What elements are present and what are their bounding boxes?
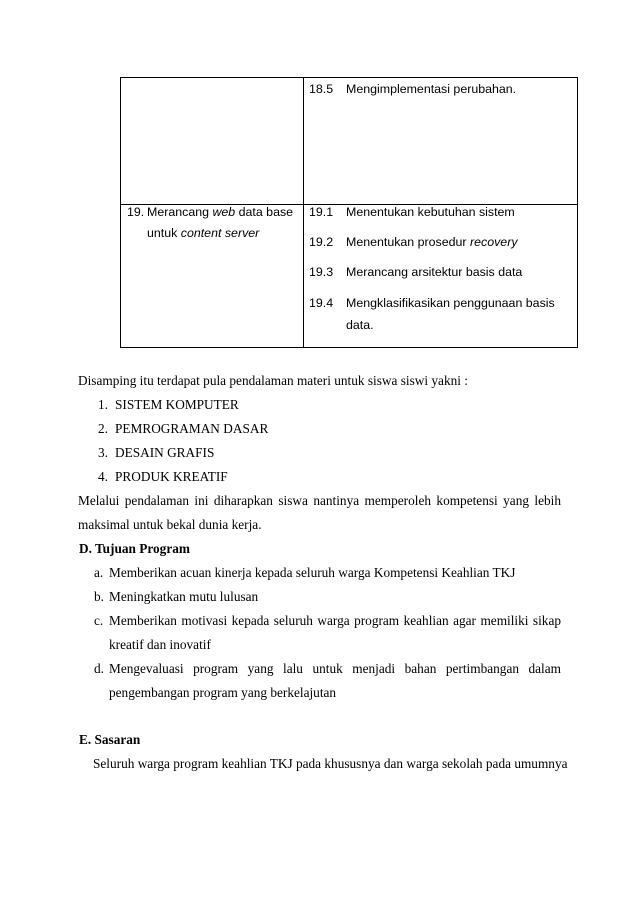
list-item: c. Memberikan motivasi kepada seluruh warga program keahlian agar memiliki sikap [94,613,561,628]
section-d-title: D. Tujuan Program [79,541,190,556]
paragraph-line: maksimal untuk bekal dunia kerja. [78,517,262,532]
list-item: 4. PRODUK KREATIF [98,469,228,484]
list-item-cont: kreatif dan inovatif [109,637,211,652]
list-item: 2. PEMROGRAMAN DASAR [98,421,269,436]
list-item: 1. SISTEM KOMPUTER [98,397,239,412]
section-e-title: E. Sasaran [79,732,141,747]
table-cell-19-title-line2: untuk content server [147,226,260,240]
paragraph-line: Melalui pendalaman ini diharapkan siswa nantinya memperoleh kompetensi yang lebih [78,493,561,508]
table-cell-19-title: 19. Merancang web data base [127,205,294,219]
list-item: b. Meningkatkan mutu lulusan [94,589,259,604]
competency-table [120,77,578,348]
list-item: d. Mengevaluasi program yang lalu untuk menjadi bahan pertimbangan dalam [94,661,561,676]
table-item-19-1: 19.1 Menentukan kebutuhan sistem [309,205,515,219]
intro-text: Disamping itu terdapat pula pendalaman materi untuk siswa siswi yakni : [78,373,468,388]
list-item-cont: pengembangan program yang berkelajutan [109,685,337,700]
table-item-19-2: 19.2 Menentukan prosedur recovery [309,235,518,249]
table-item-19-4: 19.4 Mengklasifikasikan penggunaan basis [309,296,555,310]
table-item-19-3: 19.3 Merancang arsitektur basis data [309,265,523,279]
section-e-text: Seluruh warga program keahlian TKJ pada khususnya dan warga sekolah pada umumnya [93,756,568,771]
table-column-divider [303,78,304,347]
list-item: 3. DESAIN GRAFIS [98,445,215,460]
table-item-19-4-cont: data. [346,318,374,332]
list-item: a. Memberikan acuan kinerja kepada seluruh warga Kompetensi Keahlian TKJ [94,565,516,580]
table-item-18-5: 18.5 Mengimplementasi perubahan. [309,82,517,96]
